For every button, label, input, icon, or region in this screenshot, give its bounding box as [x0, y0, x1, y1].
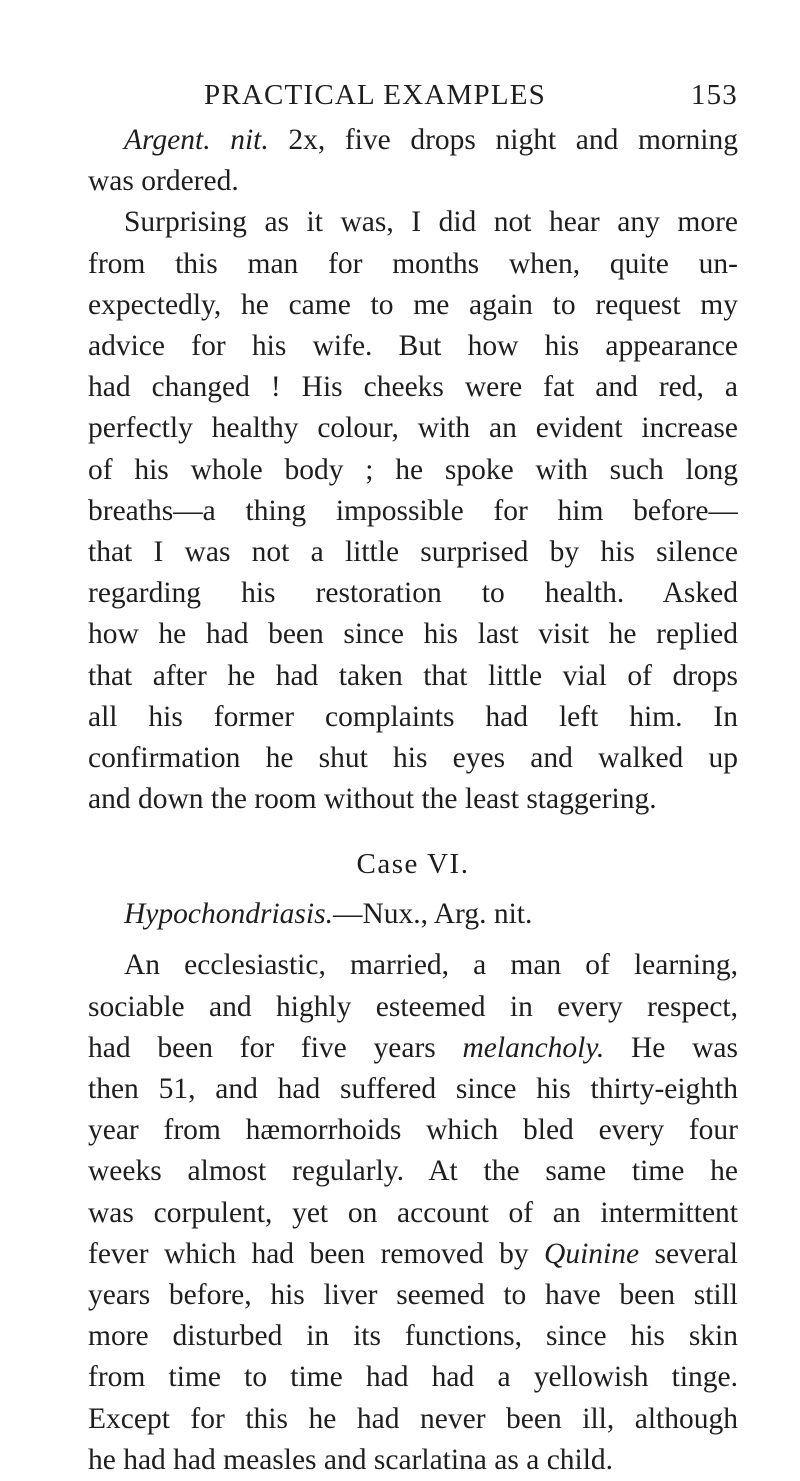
diagnosis: Hypochondriasis. — [124, 898, 333, 931]
paragraph-case-description — [88, 945, 738, 1481]
book-page — [88, 76, 738, 1481]
case-subheading — [88, 894, 738, 935]
text-line: then 51, and had suffered since his thirty-eighth — [88, 1073, 738, 1106]
text-line: had changed ! His cheeks were fat and red, a — [88, 371, 738, 404]
text-line: how he had been since his last visit he replied — [88, 618, 738, 651]
running-head — [204, 76, 738, 114]
text-line: from this man for months when, quite un- — [88, 247, 738, 280]
paragraph-recovery — [88, 202, 738, 820]
running-head-title: PRACTICAL EXAMPLES — [204, 79, 546, 111]
text-line: year from hæmorrhoids which bled every four — [88, 1114, 738, 1147]
text-line: was corpulent, yet on account of an intermittent — [88, 1196, 738, 1229]
paragraph-prescription — [88, 120, 738, 202]
case-heading: Case VI. — [356, 848, 470, 881]
text-line: Surprising as it was, I did not hear any more — [124, 206, 738, 239]
text-line: years before, his liver seemed to have been still — [88, 1279, 738, 1312]
text-line: that after he had taken that little vial of drops — [88, 659, 738, 692]
emphasis-melancholy: melancholy. — [462, 1031, 605, 1064]
text-line: sociable and highly esteemed in every respect, — [88, 990, 738, 1023]
text-line: and down the room without the least staggering. — [88, 783, 657, 816]
text-line: that I was not a little surprised by his silence — [88, 536, 738, 569]
text-line: from time to time had had a yellowish tinge. — [88, 1361, 738, 1394]
page-number: 153 — [690, 79, 738, 111]
text-line: was ordered. — [88, 165, 239, 198]
text-line: all his former complaints had left him. In — [88, 700, 738, 733]
text-line: had been for five years melancholy. He was — [88, 1031, 738, 1064]
remedies: —Nux., Arg. nit. — [332, 898, 533, 931]
text-line: of his whole body ; he spoke with such long — [88, 453, 738, 486]
text-line: expectedly, he came to me again to request my — [88, 288, 738, 321]
text-line: Except for this he had never been ill, although — [88, 1402, 738, 1435]
text-line: advice for his wife. But how his appearance — [88, 330, 738, 363]
text-line: Argent. nit. 2x, five drops night and morning — [124, 124, 738, 156]
text-line: perfectly healthy colour, with an evident increase — [88, 412, 738, 445]
text-line: breaths—a thing impossible for him before— — [88, 494, 738, 527]
text-line: regarding his restoration to health. Asked — [88, 577, 738, 610]
text-line: he had had measles and scarlatina as a child. — [88, 1443, 614, 1476]
text-line: confirmation he shut his eyes and walked up — [88, 742, 738, 775]
text-line: An ecclesiastic, married, a man of learning, — [124, 949, 738, 982]
text-line: weeks almost regularly. At the same time he — [88, 1155, 738, 1188]
remedy-name: Argent. nit. — [124, 124, 269, 156]
text-line: fever which had been removed by Quinine several — [88, 1237, 738, 1270]
text-line: more disturbed in its functions, since his skin — [88, 1320, 738, 1353]
emphasis-quinine: Quinine — [544, 1237, 640, 1270]
